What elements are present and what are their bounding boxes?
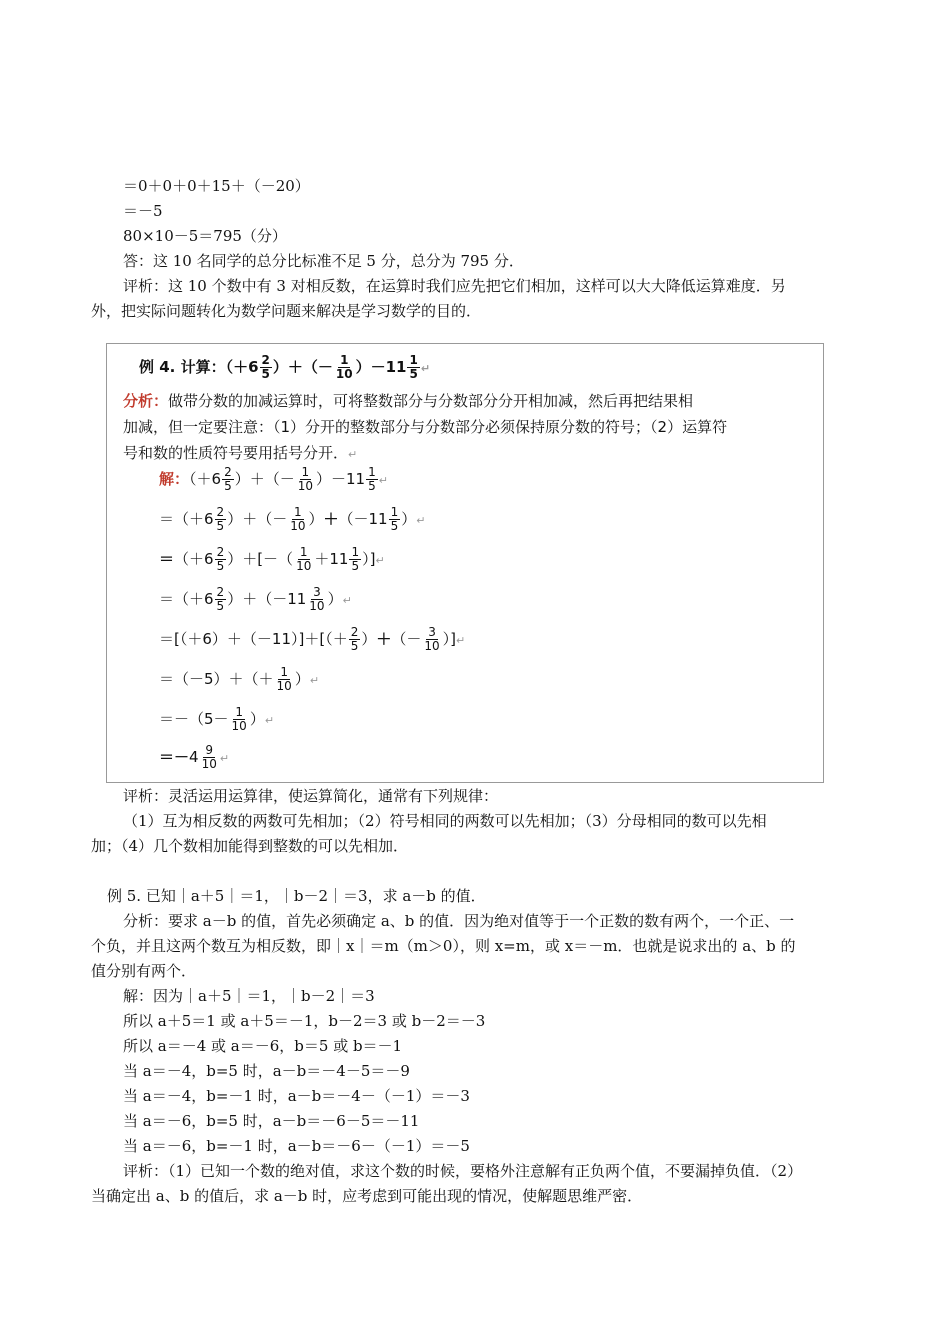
calc-line-1: ＝0＋0＋0＋15＋（－20）	[123, 177, 310, 195]
solution-step-4: ＝[（＋6）＋（－11）]＋[（＋ $\frac{2}{5}$ ）＋（－ $\frac{3}{10}$ ）]↵	[159, 625, 466, 653]
example-5-analysis-1: 分析：要求 a－b 的值，首先必须确定 a、b 的值．因为绝对值等于一个正数的数有两个，一个正、一	[123, 912, 795, 930]
example-5-solution-7: 当 a＝－6，b=－1 时，a－b＝－6－（－1）＝－5	[123, 1137, 470, 1155]
example-4-image-box	[106, 343, 824, 783]
example-5-solution-4: 当 a＝－4，b=5 时，a－b＝－4－5＝－9	[123, 1062, 410, 1080]
solution-step-7: ＝－4 $\frac{9}{10}$ ↵	[159, 743, 230, 771]
solution-step-1: ＝（＋6 $\frac{2}{5}$ ）＋（－ $\frac{1}{10}$ ）＋（－11 $\frac{1}{5}$ ）↵	[159, 505, 426, 533]
solution-step-5: ＝（－5）＋（＋ $\frac{1}{10}$ ）↵	[159, 665, 320, 693]
example-5-analysis-3: 值分别有两个．	[91, 962, 197, 980]
example-5-solution-6: 当 a＝－6，b=5 时，a－b＝－6－5＝－11	[123, 1112, 420, 1130]
calc-line-3: 80×10－5＝795（分）	[123, 227, 287, 245]
example-5-solution-1: 解：因为｜a＋5｜＝1，｜b－2｜＝3	[123, 987, 375, 1005]
calc-line-2: ＝－5	[123, 202, 163, 220]
example-5-comment-1: 评析：（1）已知一个数的绝对值，求这个数的时候，要格外注意解有正负两个值，不要漏掉负值．（2）	[123, 1162, 803, 1180]
answer-line: 答：这 10 名同学的总分比标准不足 5 分，总分为 795 分．	[123, 252, 524, 270]
example-5-title: 例 5. 已知｜a＋5｜＝1，｜b－2｜＝3，求 a－b 的值．	[107, 887, 486, 905]
analysis-line-2: 加减，但一定要注意：（1）分开的整数部分与分数部分必须保持原分数的符号；（2）运算符	[123, 418, 728, 436]
comment-line-2: 外，把实际问题转化为数学问题来解决是学习数学的目的．	[91, 302, 482, 320]
box-comment-line-1: 评析：灵活运用运算律，使运算简化，通常有下列规律：	[123, 787, 499, 805]
example-5-solution-3: 所以 a＝－4 或 a＝－6，b＝5 或 b＝－1	[123, 1037, 403, 1055]
solution-step-0: 解：（＋6 $\frac{2}{5}$ ）＋（－ $\frac{1}{10}$ ）－11 $\frac{1}{5}$ ↵	[159, 465, 388, 493]
solution-step-2: ＝（＋6 $\frac{2}{5}$ ）＋[－（ $\frac{1}{10}$ ＋11 $\frac{1}{5}$ ）]↵	[159, 545, 385, 573]
analysis-line-1: 分析：做带分数的加减运算时，可将整数部分与分数部分分开相加减，然后再把结果相	[123, 392, 694, 410]
box-comment-line-2: （1）互为相反数的两数可先相加；（2）符号相同的两数可以先相加；（3）分母相同的数可以先相	[123, 812, 767, 830]
analysis-line-3: 号和数的性质符号要用括号分开．↵	[123, 444, 358, 462]
box-comment-line-3: 加；（4）几个数相加能得到整数的可以先相加．	[91, 837, 409, 855]
example-4-title: 例 4. 计算：（＋6 $\frac{2}{5}$ ）＋（－ $\frac{1}{10}$ ）－11 $\frac{1}{5}$ ↵	[139, 353, 431, 381]
example-5-solution-2: 所以 a＋5＝1 或 a＋5＝－1，b－2＝3 或 b－2＝－3	[123, 1012, 486, 1030]
example-5-comment-2: 当确定出 a、b 的值后，求 a－b 时，应考虑到可能出现的情况，使解题思维严密．	[91, 1187, 643, 1205]
example-5-analysis-2: 个负，并且这两个数互为相反数，即｜x｜＝m（m＞0），则 x=m，或 x＝－m．也就是说求出的 a、b 的	[91, 937, 796, 955]
comment-line-1: 评析：这 10 个数中有 3 对相反数，在运算时我们应先把它们相加，这样可以大大降低运算难度．另	[123, 277, 786, 295]
solution-step-3: ＝（＋6 $\frac{2}{5}$ ）＋（－11 $\frac{3}{10}$ ）↵	[159, 585, 352, 613]
example-5-solution-5: 当 a＝－4，b=－1 时，a－b＝－4－（－1）＝－3	[123, 1087, 470, 1105]
solution-step-6: ＝－（5－ $\frac{1}{10}$ ）↵	[159, 705, 275, 733]
